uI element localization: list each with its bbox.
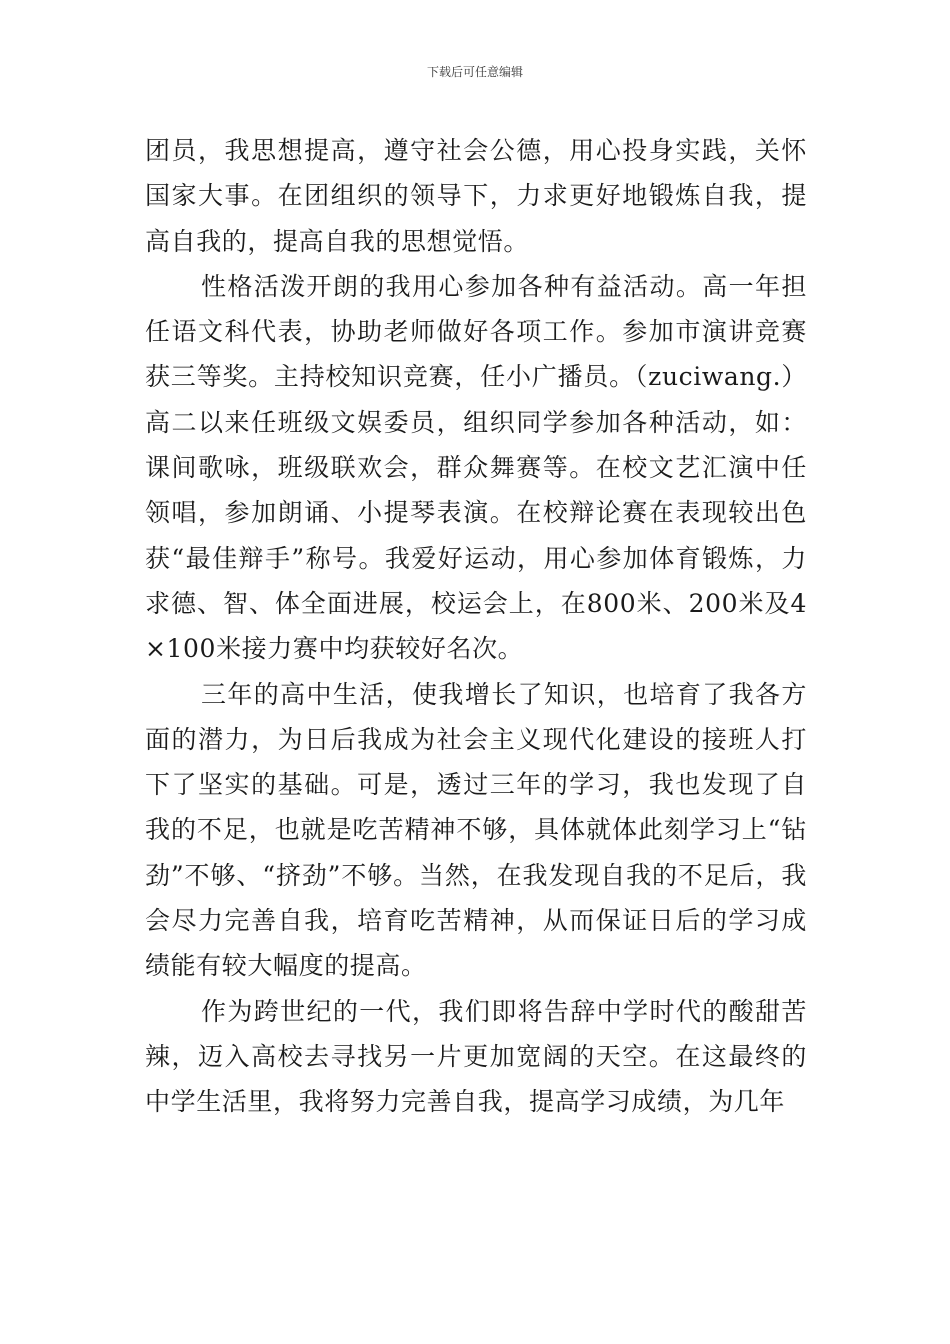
paragraph-3: 三年的高中生活，使我增长了知识，也培育了我各方面的潜力，为日后我成为社会主义现代化建设的接班人打下了坚实的基础。可是，透过三年的学习，我也发现了自我的不足，也就是吃苦精神不够，具体就体此刻学习上“钻劲”不够、“挤劲”不够。当然，在我发现自我的不足后，我会尽力完善自我，培育吃苦精神，从而保证日后的学习成绩能有较大幅度的提高。	[145, 679, 807, 981]
paragraph-2: 性格活泼开朗的我用心参加各种有益活动。高一年担任语文科代表，协助老师做好各项工作。参加市演讲竞赛获三等奖。主持校知识竞赛，任小广播员。（zuciwang.）高二以来任班级文娱委员，组织同学参加各种活动，如：课间歌咏，班级联欢会，群众舞赛等。在校文艺汇演中任领唱，参加朗诵、小提琴表演。在校辩论赛在表现较出色获“最佳辩手”称号。我爱好运动，用心参加体育锻炼，力求德、智、体全面进展，校运会上，在800米、200米及4×100米接力赛中均获较好名次。	[145, 271, 807, 664]
document-body	[145, 128, 807, 1125]
paragraph-1: 团员，我思想提高，遵守社会公德，用心投身实践，关怀国家大事。在团组织的领导下，力求更好地锻炼自我，提高自我的，提高自我的思想觉悟。	[145, 136, 807, 256]
paragraph-4: 作为跨世纪的一代，我们即将告辞中学时代的酸甜苦辣，迈入高校去寻找另一片更加宽阔的天空。在这最终的中学生活里，我将努力完善自我，提高学习成绩，为几年	[145, 996, 807, 1117]
page-header: 下载后可任意编辑	[426, 65, 523, 79]
